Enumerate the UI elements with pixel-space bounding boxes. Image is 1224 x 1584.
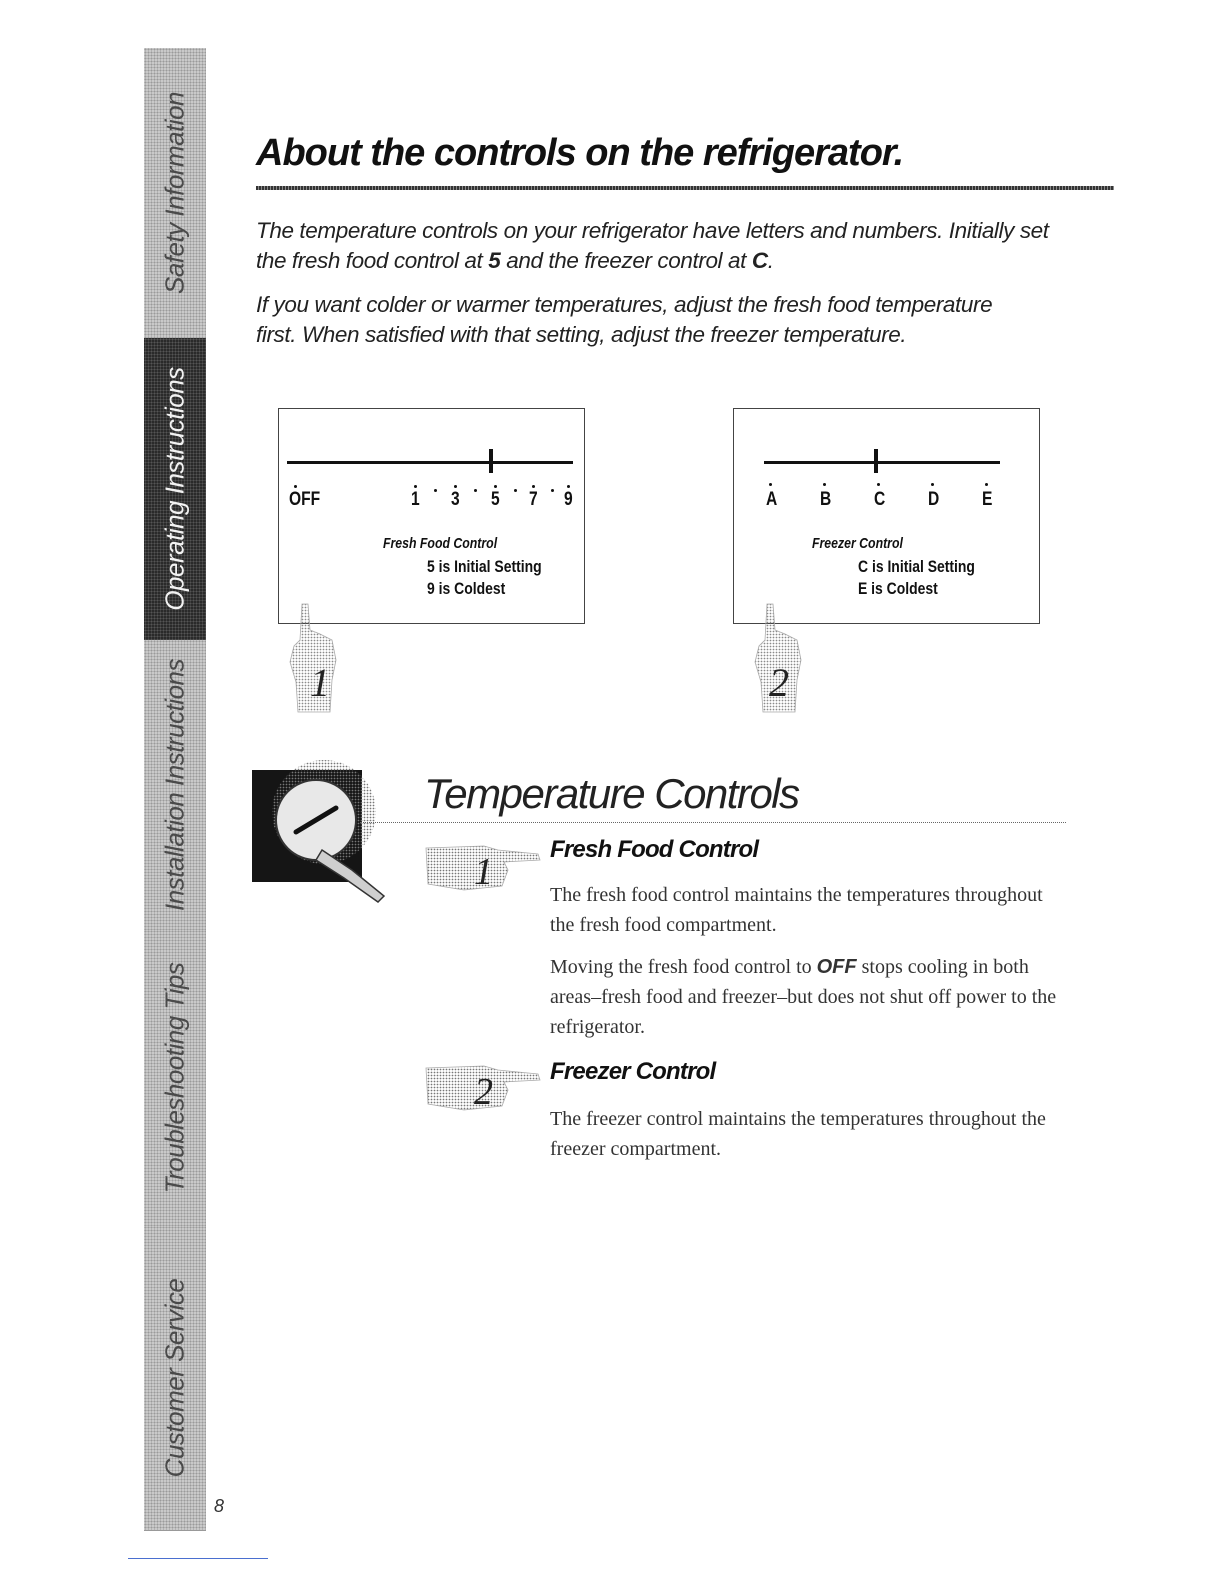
body-paragraph [550,952,1060,1042]
adjust-dial-icon [252,750,402,910]
tab-label: Customer Service [159,1278,190,1478]
scale-dot [769,483,772,486]
intro-fresh-value: 5 [488,248,501,273]
off-setting-text: OFF [816,956,857,978]
scale-label: E [982,489,993,510]
scale-dot [985,483,988,486]
freezer-dial-diagram [733,408,1040,624]
hand-number-1: 1 [310,660,330,705]
scale-label: 7 [529,489,538,510]
scale-label: 3 [451,489,460,510]
intro-text: . [767,248,774,273]
slider-track [764,461,1000,464]
tab-label: Operating Instructions [159,367,190,611]
scale-dot [454,485,457,488]
pointing-hand-icon [280,600,350,720]
box-caption-coldest: 9 is Coldest [427,579,506,598]
slider-track [287,461,573,464]
slider-knob [874,449,878,473]
fresh-food-control-heading: Fresh Food Control [550,836,759,863]
fresh-food-dial-diagram [278,408,585,624]
pointer-number-1: 1 [474,851,493,892]
box-caption-title: Freezer Control [812,535,903,552]
footer-divider [128,1558,268,1559]
scale-dot [532,485,535,488]
tab-troubleshooting-tips[interactable] [144,930,206,1227]
pointing-finger-icon [424,836,542,892]
scale-dot [494,485,497,488]
scale-label: 1 [411,489,420,510]
body-paragraph: The freezer control maintains the temperatures throughout the freezer compartment. [550,1108,1046,1160]
intro-text: and the freezer control at [500,248,752,273]
slider-knob [489,449,493,473]
scale-label: C [874,489,886,510]
scale-label: 9 [564,489,573,510]
scale-label: 5 [491,489,500,510]
section-title: Temperature Controls [424,770,799,817]
pointing-hand-icon [745,600,815,720]
section-rule [360,822,1066,824]
scale-dot [474,489,477,492]
body-text-span: Moving the fresh food control to [550,956,817,978]
page-title: About the controls on the refrigerator. [256,132,904,174]
scale-label: B [820,489,832,510]
scale-dot [414,485,417,488]
tab-safety-information[interactable] [144,48,206,339]
scale-dot [294,485,297,488]
tab-label: Installation Instructions [159,659,190,911]
page-number: 8 [214,1496,225,1516]
tab-label: Safety Information [159,92,190,294]
title-rule [256,186,1114,190]
scale-dot [551,489,554,492]
intro-paragraph-1 [256,216,1056,276]
tab-installation-instructions[interactable] [144,640,206,931]
scale-label-off: OFF [289,489,321,510]
fresh-food-control-text [550,880,1060,1054]
pointer-number-2: 2 [474,1071,493,1112]
hand-number-2: 2 [769,660,789,705]
scale-dot [434,489,437,492]
tab-label: Troubleshooting Tips [159,962,190,1194]
intro-freezer-value: C [751,248,768,273]
freezer-control-heading: Freezer Control [550,1058,716,1085]
intro-text: The temperature controls on your refrigerator have letters and numbers. Initially set the fresh food control at [256,218,1049,273]
scale-dot [931,483,934,486]
side-tabs [144,48,206,1530]
tab-customer-service[interactable] [144,1226,206,1531]
box-caption-initial: C is Initial Setting [858,557,975,576]
scale-label: A [766,489,778,510]
scale-dot [514,489,517,492]
scale-dot [823,483,826,486]
box-caption-coldest: E is Coldest [858,579,938,598]
intro-text: If you want colder or warmer temperatures, adjust the fresh food temperature first. When satisfied with that setting, adjust the freezer temperature. [256,292,993,347]
intro-paragraph-2 [256,290,1016,350]
box-caption-title: Fresh Food Control [383,535,498,552]
scale-dot [567,485,570,488]
tab-operating-instructions[interactable] [144,338,206,641]
pointing-finger-icon [424,1056,542,1112]
body-text-span: stops cooling in both areas–fresh food and freezer–but does not shut off power to the refrigerator. [550,956,1057,1038]
scale-label: D [928,489,940,510]
box-caption-initial: 5 is Initial Setting [427,557,542,576]
body-paragraph: The fresh food control maintains the temperatures throughout the fresh food compartment. [550,884,1043,936]
freezer-control-text [550,1104,1060,1176]
scale-dot [877,483,880,486]
